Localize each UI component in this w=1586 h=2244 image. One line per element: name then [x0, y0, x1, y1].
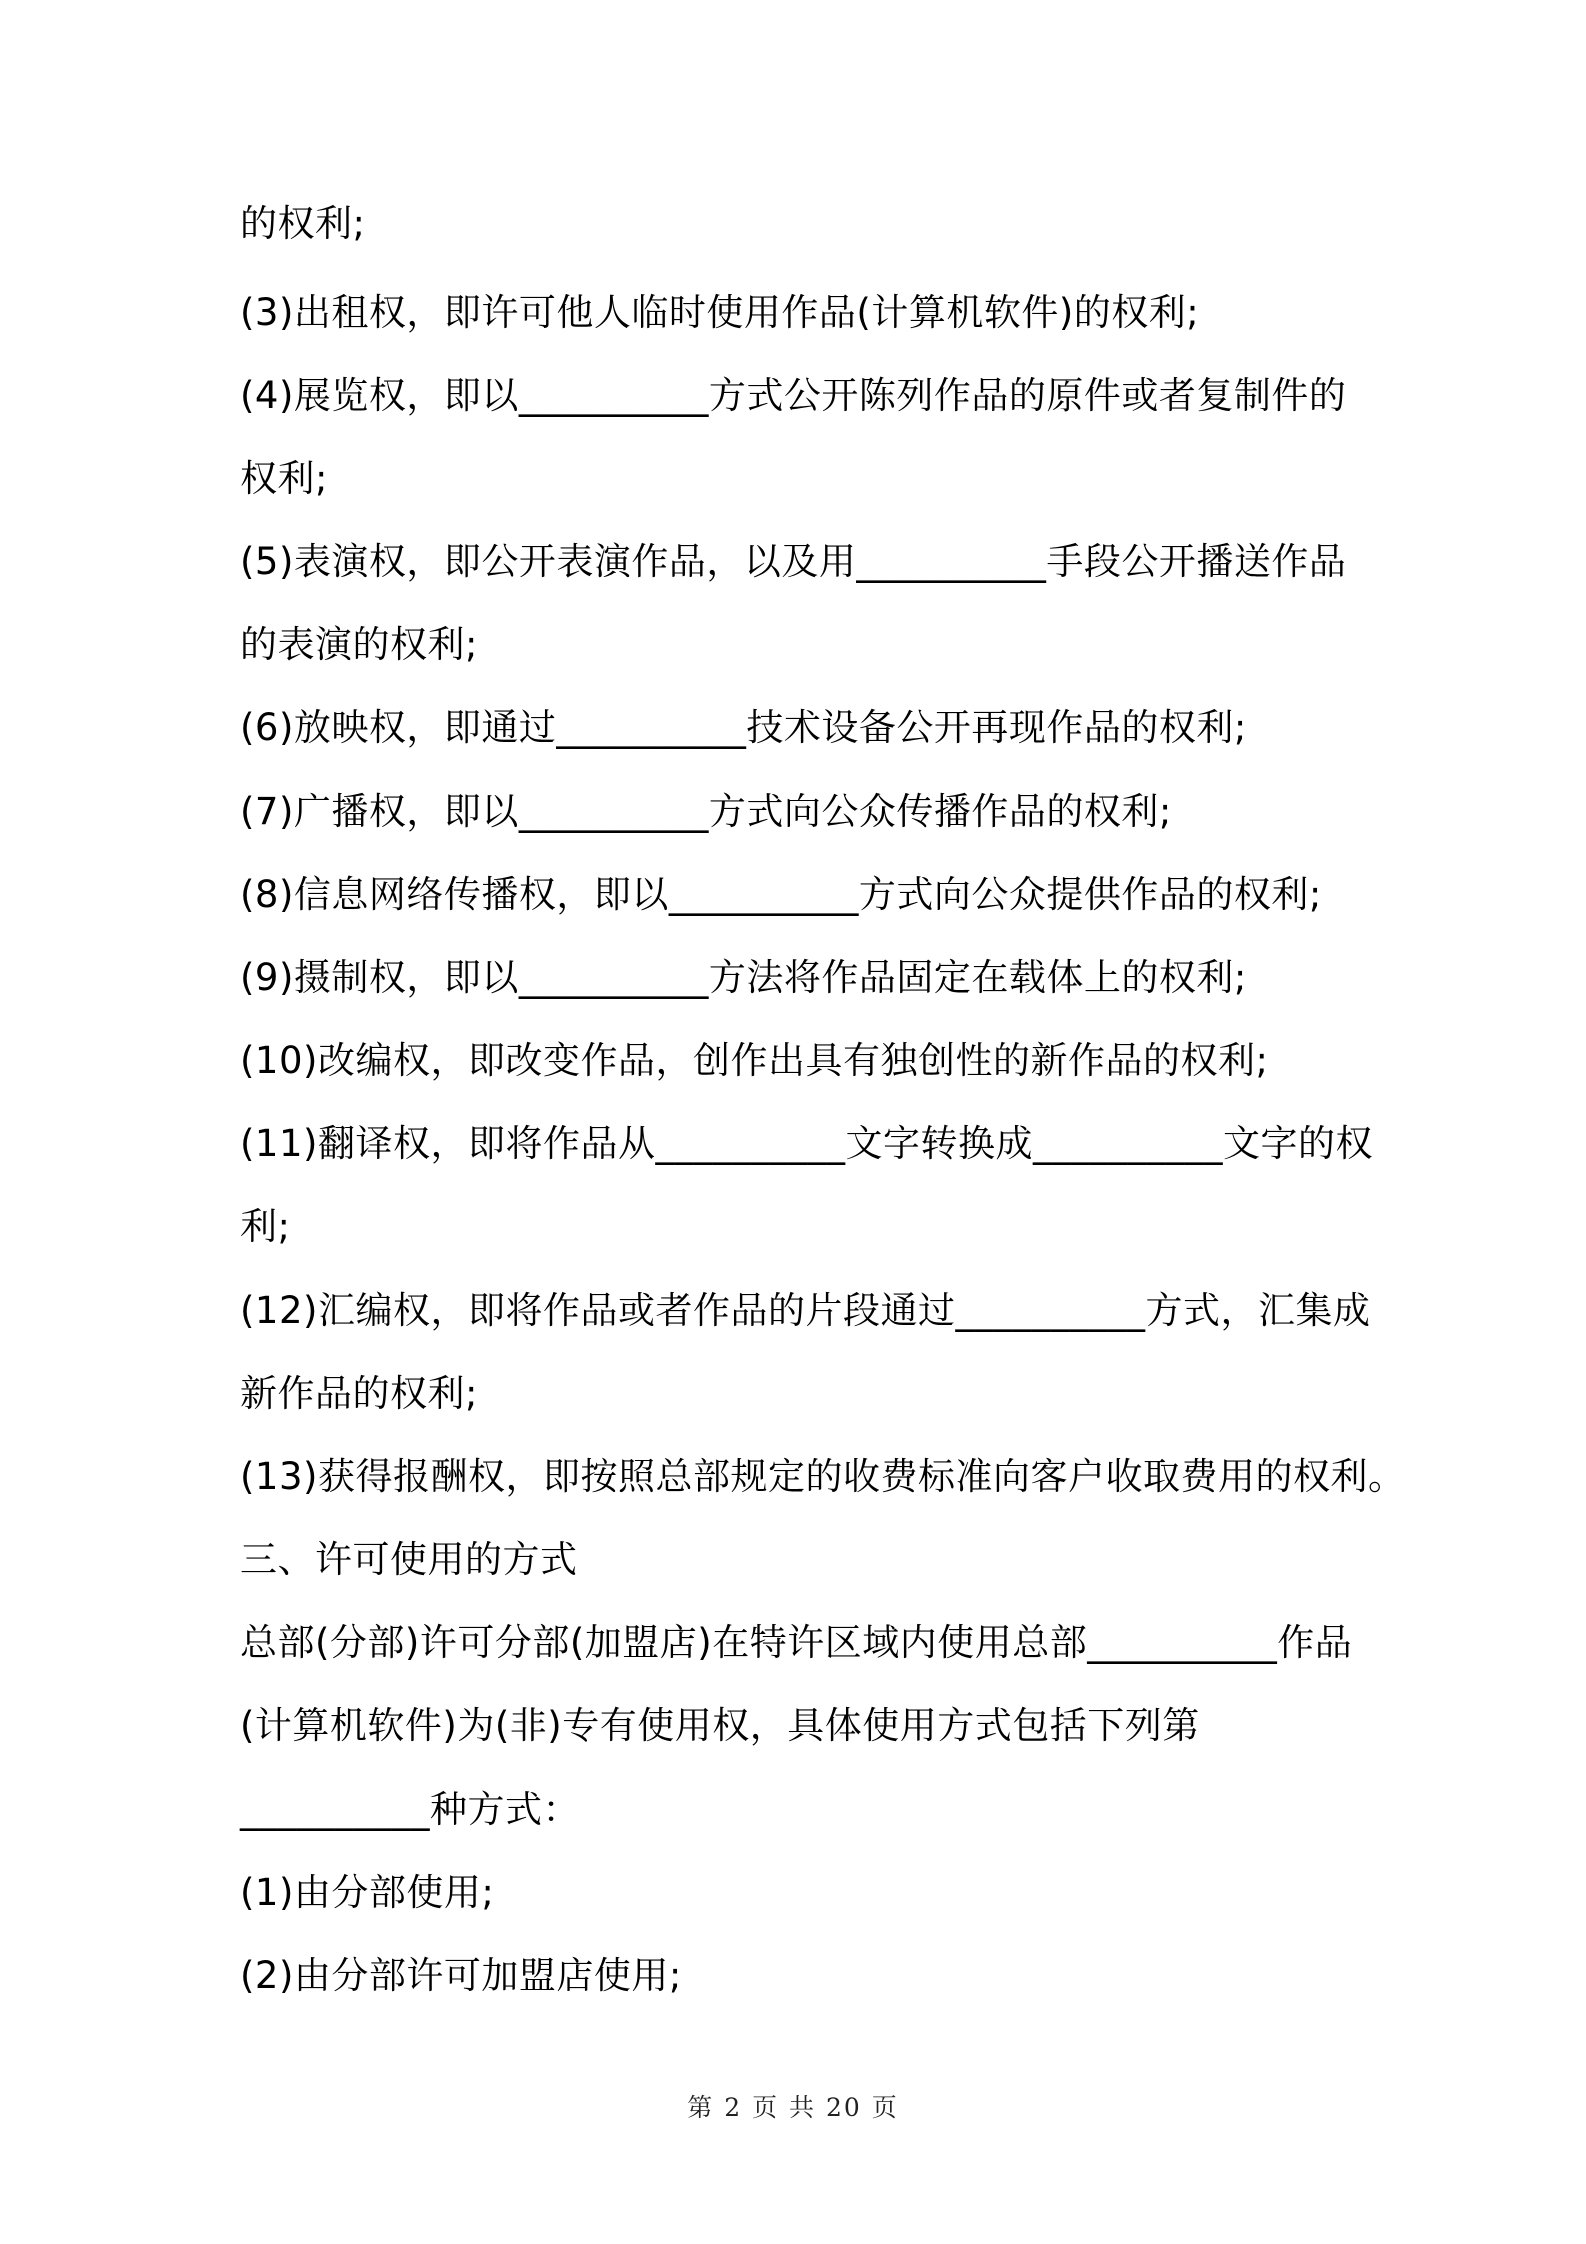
text-line: 的表演的权利;	[240, 623, 478, 666]
text-line: (4)展览权，即以__________方式公开陈列作品的原件或者复制件的	[240, 374, 1347, 417]
text-line: (5)表演权，即公开表演作品，以及用__________手段公开播送作品	[240, 540, 1347, 583]
text-line: __________种方式：	[240, 1788, 580, 1831]
text-line: 新作品的权利;	[240, 1372, 478, 1415]
text-line: (8)信息网络传播权，即以__________方式向公众提供作品的权利;	[240, 873, 1322, 916]
section-heading: 三、许可使用的方式	[240, 1538, 578, 1581]
text-line: 总部(分部)许可分部(加盟店)在特许区域内使用总部__________作品	[240, 1621, 1353, 1664]
page-number-footer: 第 2 页 共 20 页	[687, 2093, 899, 2122]
text-line: (6)放映权，即通过__________技术设备公开再现作品的权利;	[240, 706, 1247, 749]
text-line: (10)改编权，即改变作品，创作出具有独创性的新作品的权利;	[240, 1039, 1269, 1082]
text-line: (计算机软件)为(非)专有使用权，具体使用方式包括下列第	[240, 1704, 1200, 1747]
text-line: (7)广播权，即以__________方式向公众传播作品的权利;	[240, 790, 1172, 833]
text-line: (2)由分部许可加盟店使用;	[240, 1954, 682, 1997]
text-line: 权利;	[240, 457, 328, 500]
text-line: 利;	[240, 1205, 291, 1248]
text-line: (9)摄制权，即以__________方法将作品固定在载体上的权利;	[240, 956, 1247, 999]
text-line: (11)翻译权，即将作品从__________文字转换成__________文字的权	[240, 1122, 1373, 1165]
text-line: (12)汇编权，即将作品或者作品的片段通过__________方式，汇集成	[240, 1289, 1371, 1332]
text-line: (1)由分部使用;	[240, 1871, 495, 1914]
text-line: (3)出租权，即许可他人临时使用作品(计算机软件)的权利;	[240, 291, 1200, 334]
text-line: 的权利;	[240, 202, 366, 245]
text-line: (13)获得报酬权，即按照总部规定的收费标准向客户收取费用的权利。	[240, 1455, 1406, 1498]
